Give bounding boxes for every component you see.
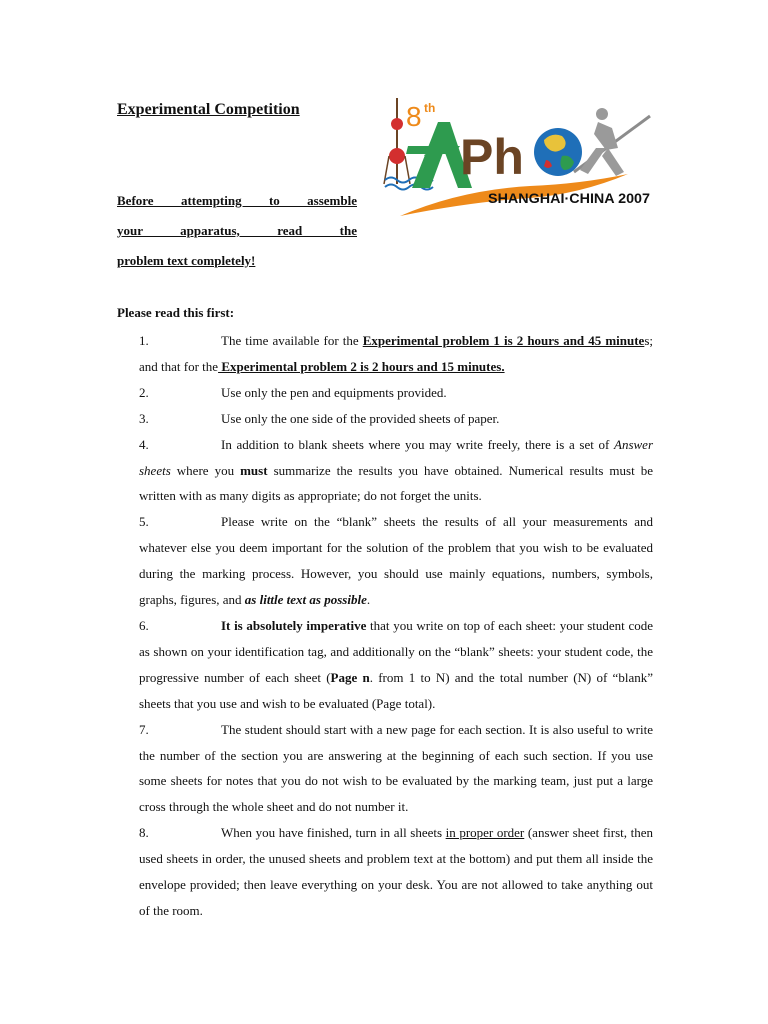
item-emphasis: must: [240, 462, 268, 478]
assembly-warning: [117, 191, 357, 281]
instruction-item-6: [139, 613, 653, 717]
item-underlined: in proper order: [445, 825, 525, 841]
logo-wordmark-ph: Ph: [460, 129, 524, 185]
item-text: When you have finished, turn in all sheets: [221, 825, 446, 841]
item-emphasis: as little text as possible: [244, 592, 367, 608]
instruction-item-2: [139, 380, 653, 406]
warning-line-1: Before attempting to assemble: [117, 193, 357, 208]
instruction-item-1: [139, 328, 653, 380]
item-number: 8.: [139, 825, 149, 841]
logo-edition-suffix: th: [424, 101, 436, 115]
item-text: s; and that for the: [139, 333, 653, 374]
item-emphasis: Experimental problem 1 is 2 hours and 45 minute: [362, 333, 645, 348]
instruction-item-5: [139, 509, 653, 613]
item-text: The student should start with a new page for each section. It is also useful to write the number of the section you are answering at the beginning of each such section. If you use some sheets for notes that you do not wish to be evaluated by the marking team, just put a large cross through the whole sheet and do not number it.: [139, 721, 653, 815]
document-title: Experimental Competition: [117, 101, 300, 118]
instruction-item-7: [139, 717, 653, 821]
instruction-item-3: [139, 406, 653, 432]
logo-edition-number: 8: [406, 101, 422, 132]
logo-location-year: SHANGHAI·CHINA 2007: [488, 190, 651, 206]
item-text: that you write on top of each sheet: your student code as shown on your identification tag, and additionally on the “blank” sheets: your student code, the progressive number of each sheet (: [139, 617, 653, 685]
item-number: 7.: [139, 721, 149, 737]
item-text: summarize the results you have obtained. Numerical results must be written with as many digits as appropriate; do not forget the units.: [139, 462, 653, 504]
item-number: 4.: [139, 436, 149, 452]
item-text: Use only the pen and equipments provided.: [221, 384, 447, 400]
item-number: 6.: [139, 617, 149, 633]
warning-line-2: your apparatus, read the: [117, 223, 357, 238]
item-text: The time available for the: [221, 333, 363, 348]
item-text: Please write on the “blank” sheets the results of all your measurements and whatever else you deem important for the solution of the problem that you wish to be evaluated during the marking process. However, you should use mainly equations, numbers, symbols, graphs, figures, and: [139, 514, 653, 608]
item-text: In addition to blank sheets where you may write freely, there is a set of: [221, 436, 614, 452]
item-text: . from 1 to N) and the total number (N) of “blank” sheets that you use and wish to be evaluated (Page total).: [139, 669, 653, 711]
globe-icon: [534, 128, 582, 176]
read-first-heading: Please read this first:: [117, 305, 235, 320]
item-number: 3.: [139, 410, 149, 426]
logo-wordmark-a: A: [424, 155, 426, 157]
item-emphasis: It is absolutely imperative: [221, 617, 367, 633]
item-text: .: [366, 592, 371, 608]
item-number: 1.: [139, 333, 149, 348]
item-number: 5.: [139, 514, 149, 530]
instruction-item-8: [139, 820, 653, 924]
item-number: 2.: [139, 384, 149, 400]
apho-logo: [380, 94, 656, 218]
instruction-list: [139, 328, 653, 924]
item-italic: Answer sheets: [139, 436, 653, 478]
item-emphasis: Page n: [330, 669, 370, 685]
item-text: Use only the one side of the provided sheets of paper.: [221, 410, 500, 426]
item-text: where you: [170, 462, 241, 478]
instruction-item-4: [139, 432, 653, 510]
warning-line-3: problem text completely!: [117, 253, 256, 268]
item-emphasis: Experimental problem 2 is 2 hours and 15 minutes.: [218, 358, 505, 374]
item-text: (answer sheet first, then used sheets in order, the unused sheets and problem text at the bottom) and put them all inside the envelope provided; then leave everything on your desk. You are not allowed to take anything out of the room.: [139, 825, 653, 918]
athlete-figure-icon: [574, 108, 650, 176]
